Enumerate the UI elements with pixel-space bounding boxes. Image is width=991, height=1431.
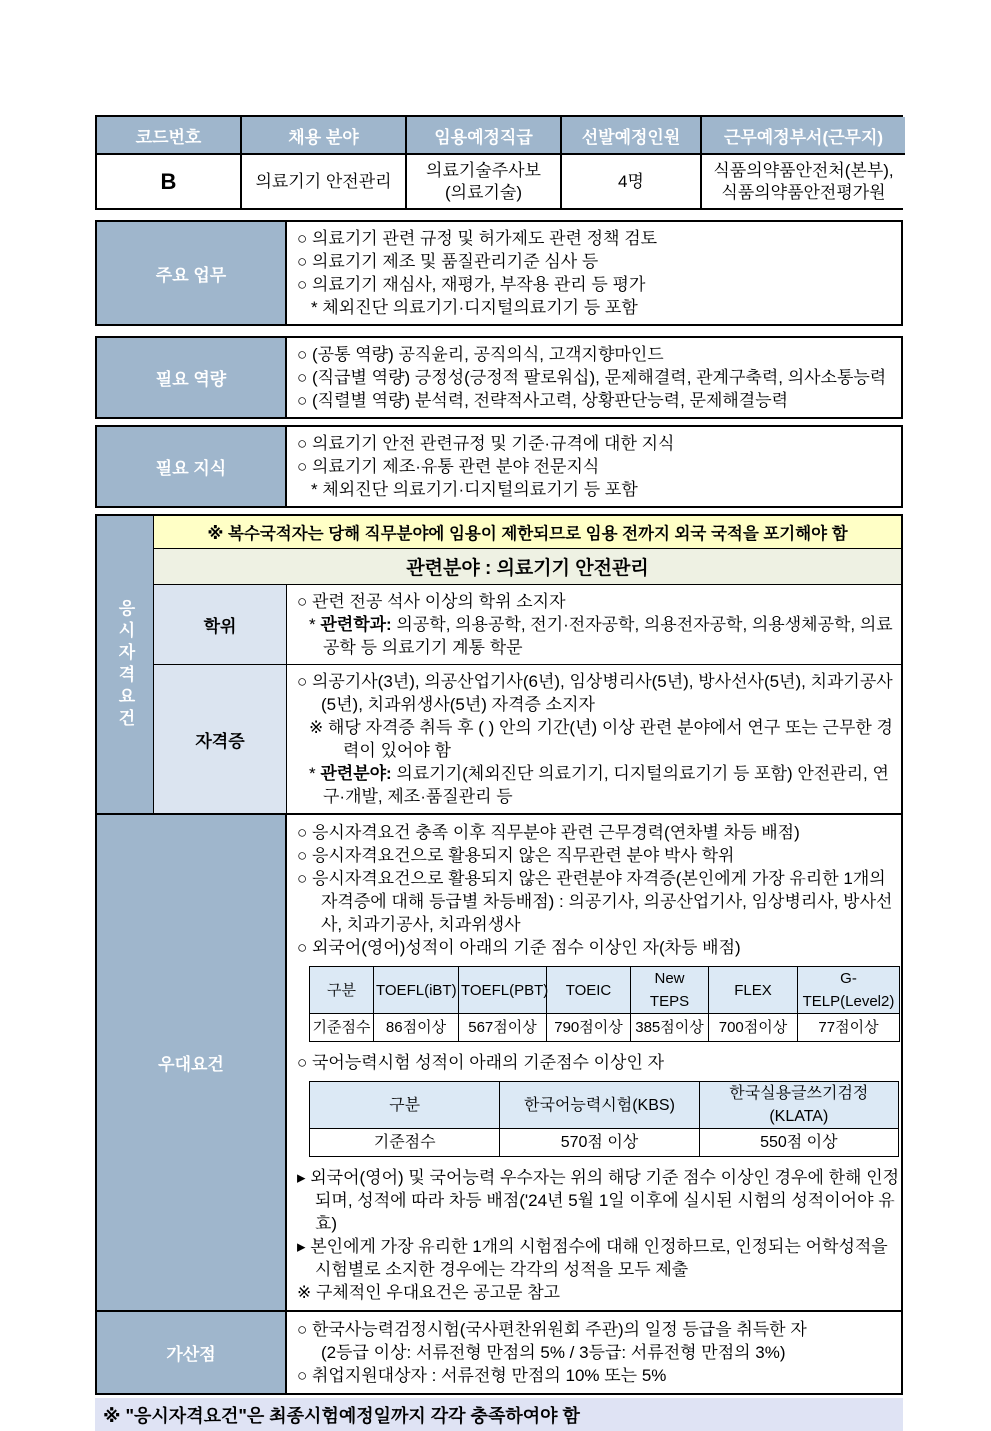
grade-line2: (의료기술) bbox=[444, 182, 522, 202]
english-table-header-row bbox=[310, 967, 900, 1014]
cell-grade bbox=[407, 155, 562, 208]
main-duties-label: 주요 업무 bbox=[97, 222, 287, 324]
preferred-section bbox=[97, 813, 901, 1310]
related-majors-text: 의공학, 의용공학, 전기·전자공학, 의용전자공학, 의용생체공학, 의료공학 등 의료기기 계통 학문 bbox=[323, 615, 893, 657]
bonus-label: 가산점 bbox=[97, 1312, 287, 1393]
duty-item: ○ 의료기기 관련 규정 및 허가제도 관련 정책 검토 bbox=[297, 229, 658, 248]
preferred-item: ○ 응시자격요건으로 활용되지 않은 직무관련 분야 박사 학위 bbox=[297, 846, 735, 865]
qualification-main bbox=[154, 516, 901, 813]
competencies-label: 필요 역량 bbox=[97, 338, 287, 417]
competency-item: ○ (직렬별 역량) 분석력, 전략적사고력, 상황판단능력, 문제해결능력 bbox=[297, 391, 789, 410]
recruitment-notice bbox=[95, 115, 903, 1431]
preferred-note: ▸ 본인에게 가장 유리한 1개의 시험점수에 대해 인정하므로, 인정되는 어학성적을 시험별로 소지한 경우에는 각각의 성적을 모두 제출 bbox=[297, 1237, 888, 1279]
related-field-title: 관련분야 : 의료기기 안전관리 bbox=[154, 549, 901, 585]
col-header-count: 선발예정인원 bbox=[562, 117, 702, 155]
competencies-section bbox=[95, 336, 903, 419]
qualification-sidebar-label: 응시자격요건 bbox=[115, 598, 135, 731]
degree-body bbox=[287, 585, 901, 664]
col-header-code: 코드번호 bbox=[97, 117, 242, 155]
degree-item: ○ 관련 전공 석사 이상의 학위 소지자 bbox=[297, 592, 566, 611]
knowledge-section bbox=[95, 425, 903, 508]
preferred-body bbox=[287, 815, 906, 1310]
bonus-item: ○ 취업지원대상자 : 서류전형 만점의 10% 또는 5% bbox=[297, 1366, 667, 1385]
license-condition: ※ 해당 자격증 취득 후 ( ) 안의 기간(년) 이상 관련 분야에서 연구 또는 근무한 경력이 있어야 함 bbox=[309, 718, 893, 760]
bonus-item: ○ 한국사능력검정시험(국사편찬위원회 주관)의 일정 등급을 취득한 자 bbox=[297, 1320, 807, 1339]
eng-th: FLEX bbox=[709, 967, 798, 1014]
related-majors-keyword: 관련학과: bbox=[320, 615, 392, 634]
preferred-note: ※ 구체적인 우대요건은 공고문 참고 bbox=[297, 1283, 561, 1302]
related-fields-keyword: 관련분야: bbox=[320, 764, 392, 783]
eng-td: 700점이상 bbox=[709, 1014, 798, 1042]
license-label: 자격증 bbox=[154, 665, 287, 813]
duty-item: ○ 의료기기 재심사, 재평가, 부작용 관리 등 평가 bbox=[297, 275, 646, 294]
knowledge-note: * 체외진단 의료기기·디지털의료기기 등 포함 bbox=[311, 480, 638, 499]
preferred-item: ○ 응시자격요건 충족 이후 직무분야 관련 근무경력(연차별 차등 배점) bbox=[297, 823, 800, 842]
cell-count: 4명 bbox=[562, 155, 702, 208]
main-duties-section bbox=[95, 220, 903, 326]
dual-nationality-notice: ※ 복수국적자는 당해 직무분야에 임용이 제한되므로 임용 전까지 외국 국적을 포기해야 함 bbox=[154, 516, 901, 549]
competency-item: ○ (직급별 역량) 긍정성(긍정적 팔로워십), 문제해결력, 관계구축력, 의사소통능력 bbox=[297, 368, 887, 387]
kor-td: 570점 이상 bbox=[500, 1129, 699, 1157]
qualification-block bbox=[95, 514, 903, 1395]
position-summary-table bbox=[95, 115, 903, 210]
eng-th: G-TELP(Level2) bbox=[798, 967, 900, 1014]
preferred-item: ○ 외국어(영어)성적이 아래의 기준 점수 이상인 자(차등 배점) bbox=[297, 938, 741, 957]
bonus-section bbox=[97, 1310, 901, 1393]
korean-table-header-row bbox=[310, 1082, 899, 1129]
footer-note: ※ "응시자격요건"은 최종시험예정일까지 각각 충족하여야 함 bbox=[95, 1398, 903, 1431]
preferred-note: ▸ 외국어(영어) 및 국어능력 우수자는 위의 해당 기준 점수 이상인 경우에 한해 인정되며, 성적에 따라 차등 배점('24년 5월 1일 이후에 실시된 시험의 성적이어야 유효) bbox=[297, 1168, 900, 1233]
knowledge-item: ○ 의료기기 제조·유통 관련 분야 전문지식 bbox=[297, 457, 600, 476]
competencies-body bbox=[287, 338, 901, 417]
marker: * bbox=[309, 764, 321, 783]
knowledge-item: ○ 의료기기 안전 관련규정 및 기준·규격에 대한 지식 bbox=[297, 434, 675, 453]
eng-th: 구분 bbox=[310, 967, 374, 1014]
qualification-sidebar bbox=[97, 516, 154, 813]
eng-th: TOEFL(iBT) bbox=[374, 967, 459, 1014]
eng-th: TOEIC bbox=[547, 967, 631, 1014]
kor-th: 한국어능력시험(KBS) bbox=[500, 1082, 699, 1129]
bonus-item-detail: (2등급 이상: 서류전형 만점의 5% / 3등급: 서류전형 만점의 3%) bbox=[321, 1343, 786, 1362]
license-item: ○ 의공기사(3년), 의공산업기사(6년), 임상병리사(5년), 방사선사(5년), 치과기공사(5년), 치과위생사(5년) 자격증 소지자 bbox=[297, 672, 893, 714]
eng-th: TOEFL(PBT) bbox=[459, 967, 547, 1014]
kor-td: 기준점수 bbox=[310, 1129, 500, 1157]
dept-line2: 식품의약품안전평가원 bbox=[721, 182, 886, 202]
degree-label: 학위 bbox=[154, 585, 287, 664]
eng-td: 790점이상 bbox=[547, 1014, 631, 1042]
cell-dept bbox=[702, 155, 905, 208]
english-score-table bbox=[309, 966, 900, 1042]
duty-item: ○ 의료기기 제조 및 품질관리기준 심사 등 bbox=[297, 252, 599, 271]
english-table-score-row bbox=[310, 1014, 900, 1042]
qualification-section bbox=[97, 516, 901, 813]
dept-line1: 식품의약품안전처(본부), bbox=[713, 161, 894, 181]
license-body bbox=[287, 665, 901, 813]
knowledge-body bbox=[287, 427, 901, 506]
eng-td: 385점이상 bbox=[631, 1014, 709, 1042]
license-row bbox=[154, 665, 901, 813]
cell-code bbox=[97, 155, 242, 208]
grade-line1: 의료기술주사보 bbox=[426, 161, 541, 181]
col-header-grade: 임용예정직급 bbox=[407, 117, 562, 155]
knowledge-label: 필요 지식 bbox=[97, 427, 287, 506]
korean-table-score-row bbox=[310, 1129, 899, 1157]
col-header-dept: 근무예정부서(근무지) bbox=[702, 117, 905, 155]
code-value: B bbox=[160, 168, 177, 194]
preferred-item: ○ 응시자격요건으로 활용되지 않은 관련분야 자격증(본인에게 가장 유리한 1개의 자격증에 대해 등급별 차등배점) : 의공기사, 의공산업기사, 임상병리사, 방사선사, 치과기공사, 치과위생사 bbox=[297, 869, 893, 934]
degree-related-majors bbox=[297, 613, 895, 659]
preferred-korean-item: ○ 국어능력시험 성적이 아래의 기준점수 이상인 자 bbox=[297, 1053, 665, 1072]
marker: * bbox=[309, 615, 321, 634]
col-header-field: 채용 분야 bbox=[242, 117, 407, 155]
eng-td: 86점이상 bbox=[374, 1014, 459, 1042]
korean-score-table bbox=[309, 1081, 899, 1157]
eng-td: 기준점수 bbox=[310, 1014, 374, 1042]
duty-note: * 체외진단 의료기기·디지털의료기기 등 포함 bbox=[311, 298, 638, 317]
eng-td: 77점이상 bbox=[798, 1014, 900, 1042]
kor-td: 550점 이상 bbox=[699, 1129, 898, 1157]
eng-th: New TEPS bbox=[631, 967, 709, 1014]
competency-item: ○ (공통 역량) 공직윤리, 공직의식, 고객지향마인드 bbox=[297, 345, 664, 364]
license-related-fields bbox=[297, 762, 895, 808]
main-duties-body bbox=[287, 222, 901, 324]
eng-td: 567점이상 bbox=[459, 1014, 547, 1042]
kor-th: 구분 bbox=[310, 1082, 500, 1129]
bonus-body bbox=[287, 1312, 901, 1393]
related-fields-text: 의료기기(체외진단 의료기기, 디지털의료기기 등 포함) 안전관리, 연구·개발, 제조·품질관리 등 bbox=[323, 764, 889, 806]
preferred-label: 우대요건 bbox=[97, 815, 287, 1310]
degree-row bbox=[154, 585, 901, 665]
kor-th: 한국실용글쓰기검정(KLATA) bbox=[699, 1082, 898, 1129]
cell-field: 의료기기 안전관리 bbox=[242, 155, 407, 208]
